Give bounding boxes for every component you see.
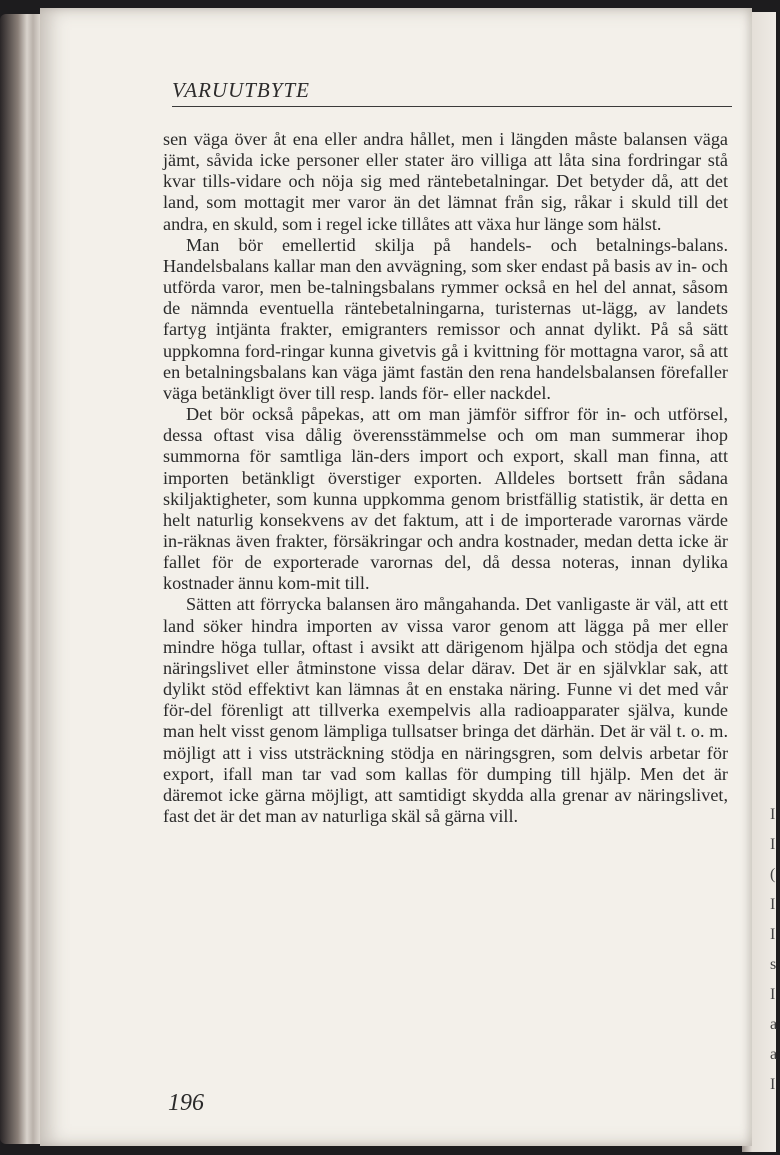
edge-mark: I: [770, 1076, 776, 1093]
edge-mark: I: [770, 836, 776, 853]
running-head-text: VARUUTBYTE: [172, 78, 310, 102]
facing-page-text-fragments: [770, 800, 780, 1100]
running-head: [172, 78, 732, 107]
edge-mark: I: [770, 926, 776, 943]
paragraph: sen väga över åt ena eller andra hållet, men i längden måste balansen väga jämt, såvida icke personer eller stater äro villiga att låta sina fordringar stå kvar tills-vidare och nöja sig med räntebetalningar. Det betyder då, att det land, som mottagit mer varor än det lämnat från sig, råkar i skuld till det andra, en skuld, som i regel icke tillåtes att växa hur länge som hälst.: [163, 129, 728, 234]
paragraph: Man bör emellertid skilja på handels- och betalnings-balans. Handelsbalans kallar man den avvägning, som sker endast på basis av in- och utförda varor, men be-talningsbalans rymmer också en hel del annat, såsom de nämnda eventuella räntebetalningarna, turisternas ut-lägg, av landets fartyg intjänta frakter, emigranters remissor och annat dylikt. På så sätt uppkomna ford-ringar kunna givetvis gå i kvittning för mottagna varor, så att en betalningsbalans kan väga jämt fastän den rena handelsbalansen förefaller väga betänkligt över till resp. lands för- eller nackdel.: [163, 234, 728, 403]
edge-mark: a: [770, 1046, 778, 1063]
edge-mark: s: [770, 956, 777, 973]
edge-mark: a: [770, 1016, 778, 1033]
book-page: [40, 8, 752, 1146]
paragraph: Det bör också påpekas, att om man jämför siffror för in- och utförsel, dessa oftast visa dålig överensstämmelse och om man summerar ihop summorna för samtliga län-ders import och export, skall man finna, att importen betänkligt överstiger exporten. Alldeles bortsett från sådana skiljaktigheter, som kunna uppkomma genom bristfällig statistik, är detta en helt naturlig konsekvens av det faktum, att i de importerade varornas värde in-räknas även frakter, försäkringar och andra kostnader, medan detta icke är fallet för de exporterade varornas del, då dessa noteras, innan dylika kostnader ännu kom-mit till.: [163, 404, 728, 594]
edge-mark: I: [770, 986, 776, 1003]
paragraph: Sätten att förrycka balansen äro mångahanda. Det vanligaste är väl, att ett land söker hindra importen av vissa varor genom att lägga på mer eller mindre höga tullar, oftast i avsikt att därigenom hjälpa och stödja det egna näringslivet eller åtminstone vissa delar därav. Det är en självklar sak, att dylikt stöd effektivt kan lämnas åt en enstaka näring. Funne vi det med vår för-del förenligt att tillverka exempelvis alla radioapparater själva, kunde man helt visst genom lämpliga tullsatser bringa det därhän. Det är väl t. o. m. möjligt att i viss utsträckning stödja en näringsgren, som delvis arbetar för export, ifall man tar vad som kallas för dumping till hjälp. Men det är däremot icke gärna möjligt, att samtidigt skydda alla grenar av näringslivet, fast det är det man av naturliga skäl så gärna vill.: [163, 594, 728, 826]
page-number: 196: [168, 1090, 204, 1116]
edge-mark: I: [770, 806, 776, 823]
edge-mark: I: [770, 896, 776, 913]
body-text: [163, 129, 728, 827]
edge-mark: (: [770, 866, 776, 883]
